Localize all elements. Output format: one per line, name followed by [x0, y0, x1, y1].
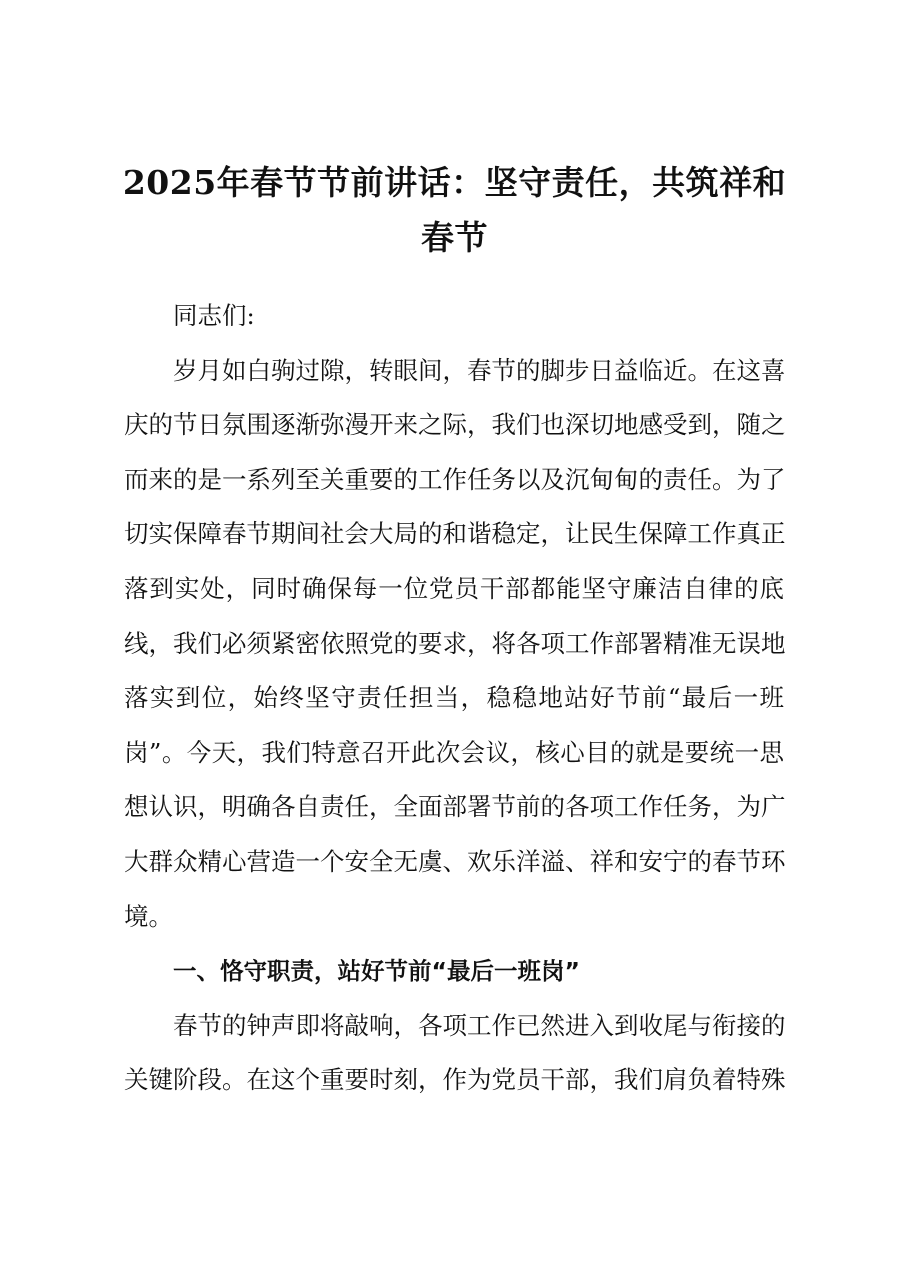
- paragraph-line: 庆的节日氛围逐渐弥漫开来之际，我们也深切地感受到，随之: [124, 410, 786, 440]
- paragraph-line: 线，我们必须紧密依照党的要求，将各项工作部署精准无误地: [124, 628, 786, 658]
- paragraph-section1: [124, 999, 784, 1108]
- paragraph-line: 岁月如白驹过隙，转眼间，春节的脚步日益临近。在这喜: [173, 355, 786, 385]
- paragraph-line: 而来的是一系列至关重要的工作任务以及沉甸甸的责任。为了: [124, 464, 786, 494]
- paragraph-line: 境。: [124, 901, 173, 931]
- paragraph-line: 岗”。今天，我们特意召开此次会议，核心目的就是要统一思: [124, 737, 784, 767]
- paragraph-line: 切实保障春节期间社会大局的和谐稳定，让民生保障工作真正: [124, 519, 786, 549]
- paragraph-line: 落到实处，同时确保每一位党员干部都能坚守廉洁自律的底: [124, 573, 784, 603]
- salutation: 同志们:: [173, 301, 255, 330]
- document-title: [110, 158, 799, 267]
- paragraph-line: 大群众精心营造一个安全无虞、欢乐洋溢、祥和安宁的春节环: [124, 846, 786, 876]
- paragraph-line: 春节的钟声即将敲响，各项工作已然进入到收尾与衔接的: [173, 1010, 786, 1040]
- paragraph-intro: [124, 344, 784, 945]
- paragraph-line: 落实到位，始终坚守责任担当，稳稳地站好节前“最后一班: [124, 683, 784, 713]
- paragraph-line: 关键阶段。在这个重要时刻，作为党员干部，我们肩负着特殊: [124, 1065, 786, 1095]
- title-line: 春节: [421, 217, 488, 257]
- paragraph-line: 想认识，明确各自责任，全面部署节前的各项工作任务，为广: [124, 792, 786, 822]
- section-heading: 一、恪守职责，站好节前“最后一班岗”: [173, 957, 580, 986]
- document-body: [124, 289, 784, 1108]
- title-line: 2025年春节节前讲话：坚守责任，共筑祥和: [122, 163, 787, 202]
